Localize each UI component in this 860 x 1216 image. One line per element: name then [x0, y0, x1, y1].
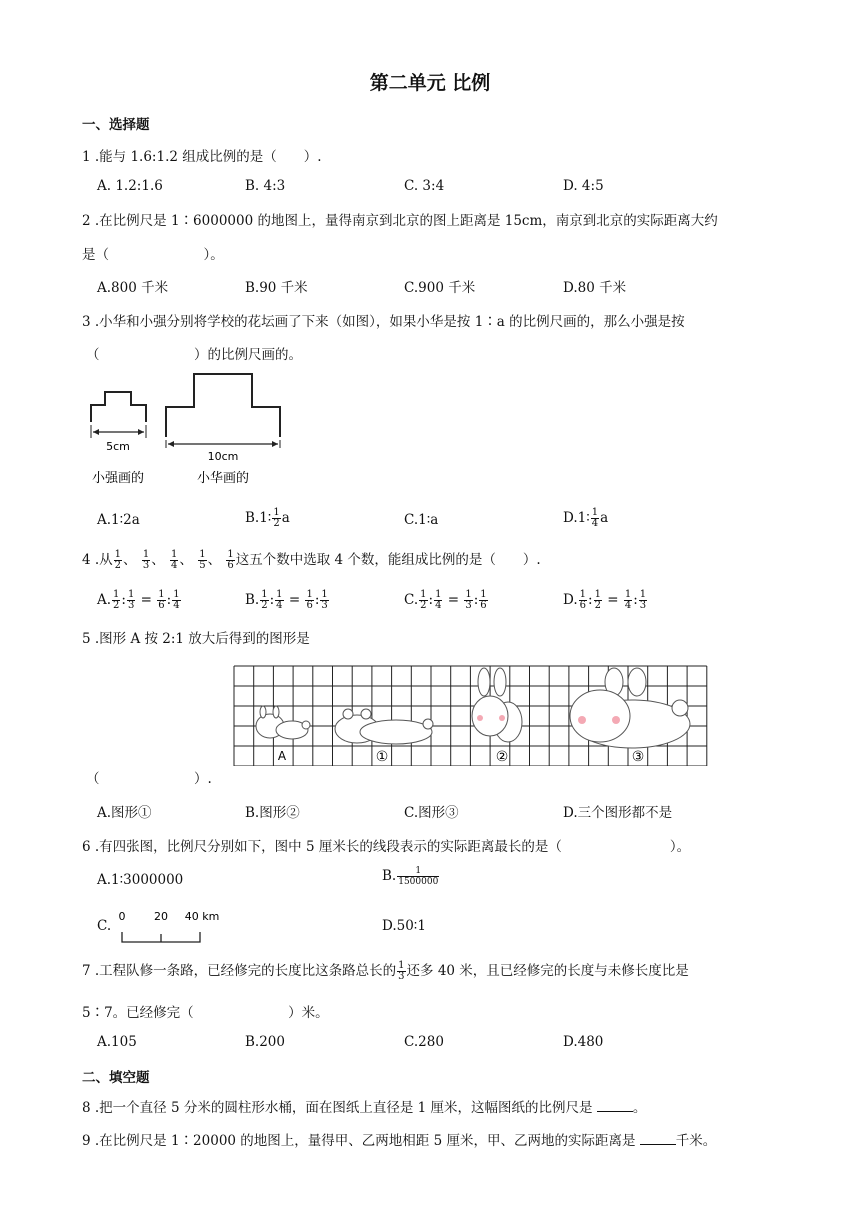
q2-option-b: B.90 千米 [245, 280, 308, 296]
q8-answer-blank[interactable] [597, 1099, 633, 1112]
q3-option-a: A.1∶2a [97, 512, 140, 528]
q2-option-c: C.900 千米 [404, 280, 476, 296]
q7-option-b: B.200 [245, 1034, 285, 1050]
q6-option-c-label: C. [97, 918, 112, 934]
big-caption: 小华画的 [196, 471, 250, 486]
q3-option-b: B.1∶ $\frac{1}{2}$ a [245, 507, 290, 529]
rabbit-figure-2 [472, 668, 522, 742]
rabbit-figure-1 [335, 709, 433, 744]
question-6-stem: 6 .有四张图，比例尺分别如下，图中 5 厘米长的线段表示的实际距离最长的是（ ）。 [82, 839, 691, 855]
q1-option-a: A. 1.2:1.6 [97, 178, 163, 194]
small-caption: 小强画的 [91, 471, 145, 486]
small-flowerbed-outline [91, 392, 146, 422]
page-title: 第二单元 比例 [369, 72, 491, 94]
scale-tick-20: 20 [154, 910, 168, 923]
question-9: 9 .在比例尺是 1∶20000 的地图上，量得甲、乙两地相距 5 厘米，甲、乙两地的实际距离是 千米。 [82, 1133, 717, 1149]
rabbit-grid-figure [232, 664, 712, 766]
question-3-line1: 3 .小华和小强分别将学校的花坛画了下来（如图），如果小华是按 1∶a 的比例尺画的，那么小强是按 [82, 314, 685, 330]
q5-option-c: C.图形③ [404, 805, 459, 821]
q7-option-a: A.105 [97, 1034, 137, 1050]
question-2-line2: 是（ ）。 [82, 247, 224, 263]
q6-option-d: D.50∶1 [382, 918, 426, 934]
q1-option-b: B. 4:3 [245, 178, 286, 194]
question-4-stem: 4 .从 $\frac{1}{2}$ 、 $\frac{1}{3}$ 、 $\frac{1}{4}$ 、 $\frac{1}{5}$ 、 $\frac{1}{6}$ 这五个数中选取 4 个数，能组成比例的是（ ）. [82, 549, 541, 571]
q3-option-d: D.1∶ $\frac{1}{4}$ a [563, 507, 609, 529]
q7-option-d: D.480 [563, 1034, 604, 1050]
section-heading-choice: 一、选择题 [82, 117, 150, 133]
question-2-line1: 2 .在比例尺是 1∶6000000 的地图上，量得南京到北京的图上距离是 15cm，南京到北京的实际距离大约 [82, 213, 718, 229]
q6-option-c-scale-bar [112, 906, 232, 946]
rabbit-label-1: ① [375, 749, 389, 765]
big-length-label: 10cm [207, 450, 239, 463]
rabbit-label-3: ③ [631, 749, 645, 765]
scale-tick-0: 0 [118, 910, 126, 923]
rabbit-label-2: ② [495, 749, 509, 765]
question-7-line1: 7 .工程队修一条路，已经修完的长度比这条路总长的 $\frac{1}{3}$ 还多 40 米，且已经修完的长度与未修长度比是 [82, 960, 689, 982]
q6-option-b: B. $\frac{1}{1500000}$ [382, 866, 439, 887]
question-5-blank: （ ）. [86, 771, 212, 787]
q4-option-b: B. $\frac{1}{2}$ : $\frac{1}{4}$ = $\frac{1}{6}$ : $\frac{1}{3}$ [245, 589, 328, 611]
q3-option-c: C.1∶a [404, 512, 439, 528]
q6-option-a: A.1∶3000000 [97, 872, 184, 888]
rabbit-label-a: A [277, 749, 287, 763]
big-flowerbed-outline [166, 374, 280, 437]
q4-option-a: A. $\frac{1}{2}$ : $\frac{1}{3}$ = $\frac{1}{6}$ : $\frac{1}{4}$ [97, 589, 180, 611]
scale-tick-40: 40 km [184, 910, 220, 923]
q5-option-a: A.图形① [97, 805, 152, 821]
rabbit-figure-a [256, 706, 310, 739]
flowerbed-figure [80, 370, 300, 490]
q4-option-d: D. $\frac{1}{6}$ : $\frac{1}{2}$ = $\frac{1}{4}$ : $\frac{1}{3}$ [563, 589, 647, 611]
q1-option-c: C. 3:4 [404, 178, 445, 194]
rabbit-figure-3 [570, 668, 690, 748]
question-5-stem: 5 .图形 A 按 2:1 放大后得到的图形是 [82, 631, 310, 647]
q5-option-d: D.三个图形都不是 [563, 805, 673, 821]
section-heading-fill: 二、填空题 [82, 1070, 150, 1086]
q5-option-b: B.图形② [245, 805, 300, 821]
q9-answer-blank[interactable] [640, 1132, 676, 1145]
q4-option-c: C. $\frac{1}{2}$ : $\frac{1}{4}$ = $\frac{1}{3}$ : $\frac{1}{6}$ [404, 589, 487, 611]
question-1-stem: 1 .能与 1.6:1.2 组成比例的是（ ）. [82, 149, 322, 165]
q2-option-d: D.80 千米 [563, 280, 627, 296]
question-8: 8 .把一个直径 5 分米的圆柱形水桶，面在图纸上直径是 1 厘米，这幅图纸的比例尺是 。 [82, 1100, 647, 1116]
q1-option-d: D. 4:5 [563, 178, 604, 194]
question-7-line2: 5∶7。已经修完（ ）米。 [82, 1005, 329, 1021]
q2-option-a: A.800 千米 [97, 280, 169, 296]
question-3-line2: （ ）的比例尺画的。 [86, 347, 302, 363]
small-length-label: 5cm [106, 440, 130, 453]
q7-option-c: C.280 [404, 1034, 444, 1050]
